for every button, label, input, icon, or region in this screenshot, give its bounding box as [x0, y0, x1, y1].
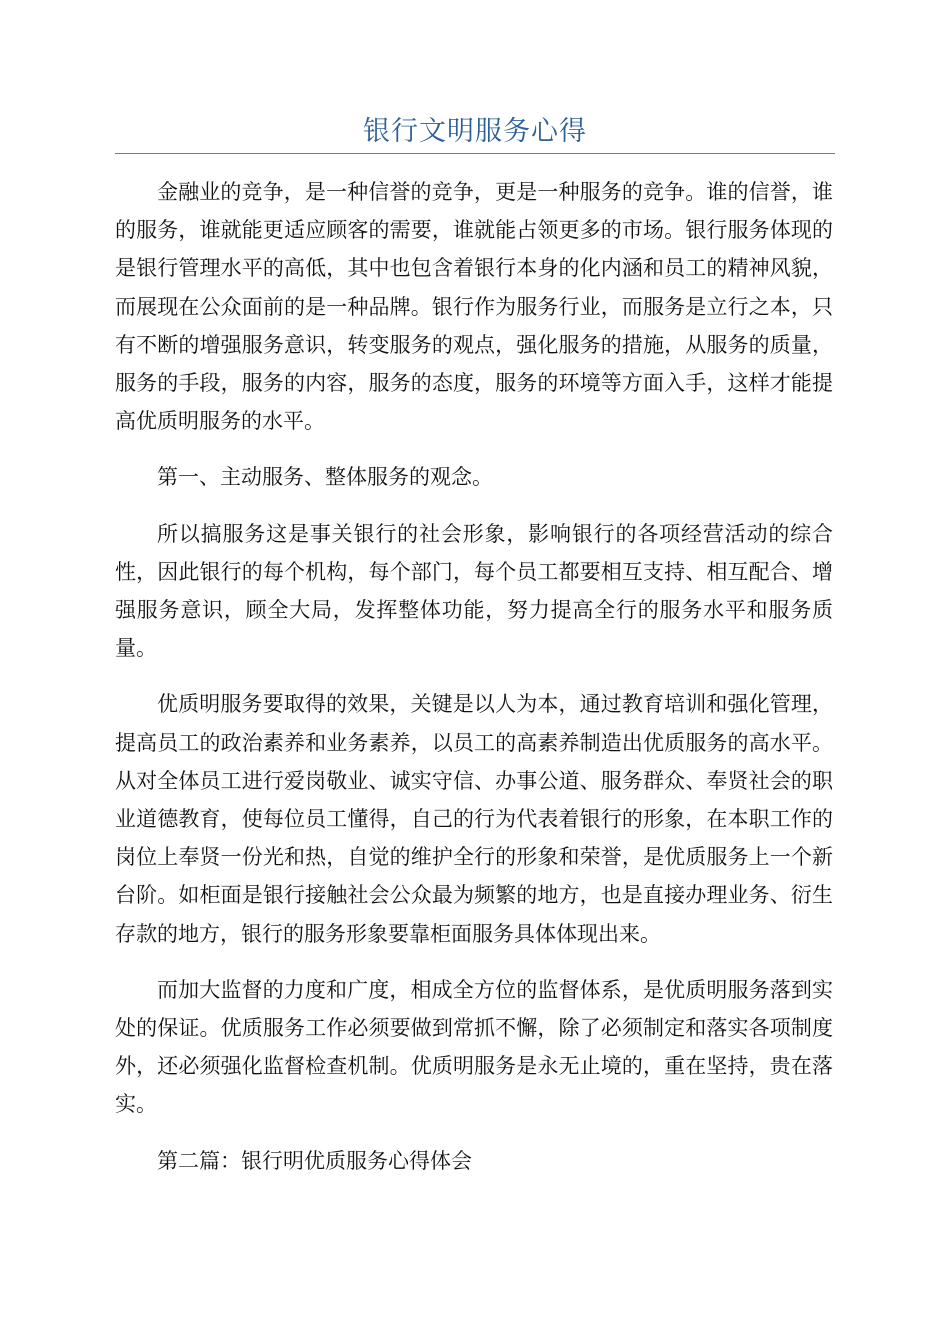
paragraph-people-oriented: 优质明服务要取得的效果，关键是以人为本，通过教育培训和强化管理，提高员工的政治素养和业务素养，以员工的高素养制造出优质服务的高水平。从对全体员工进行爱岗敬业、诚实守信、办事公道、服务群众、奉贤社会的职业道德教育，使每位员工懂得，自己的行为代表着银行的形象，在本职工作的岗位上奉贤一份光和热，自觉的维护全行的形象和荣誉，是优质服务上一个新台阶。如柜面是银行接触社会公众最为频繁的地方，也是直接办理业务、衍生存款的地方，银行的服务形象要靠柜面服务具体体现出来。	[115, 692, 833, 946]
section-heading-first: 第一、主动服务、整体服务的观念。	[157, 465, 493, 490]
section-heading-second-article: 第二篇：银行明优质服务心得体会	[157, 1148, 472, 1173]
paragraph-teamwork: 所以搞服务这是事关银行的社会形象，影响银行的各项经营活动的综合性，因此银行的每个机构，每个部门，每个员工都要相互支持、相互配合、增强服务意识，顾全大局，发挥整体功能，努力提高全行的服务水平和服务质量。	[115, 521, 833, 661]
paragraph-intro: 金融业的竞争，是一种信誉的竞争，更是一种服务的竞争。谁的信誉，谁的服务，谁就能更适应顾客的需要，谁就能占领更多的市场。银行服务体现的是银行管理水平的高低，其中也包含着银行本身的化内涵和员工的精神风貌，而展现在公众面前的是一种品牌。银行作为服务行业，而服务是立行之本，只有不断的增强服务意识，转变服务的观点，强化服务的措施，从服务的质量，服务的手段，服务的内容，服务的态度，服务的环境等方面入手，这样才能提高优质明服务的水平。	[115, 180, 833, 434]
document-body	[115, 173, 833, 1198]
paragraph-supervision: 而加大监督的力度和广度，相成全方位的监督体系，是优质明服务落到实处的保证。优质服务工作必须要做到常抓不懈，除了必须制定和落实各项制度外，还必须强化监督检查机制。优质明服务是永无止境的，重在坚持，贵在落实。	[115, 977, 833, 1117]
title-underline	[115, 153, 835, 154]
document-title: 银行文明服务心得	[363, 116, 587, 147]
